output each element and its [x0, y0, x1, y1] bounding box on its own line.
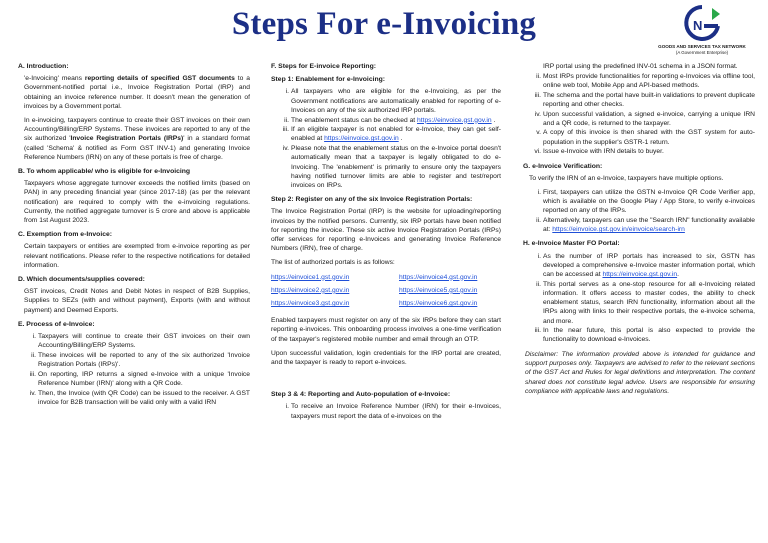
irp-portal-link-2[interactable]: https://einvoice2.gst.gov.in [271, 286, 350, 294]
gstn-emblem-icon [682, 4, 722, 42]
portal-links-grid [271, 273, 501, 309]
heading-steps: F. Steps for E-invoice Reporting: [271, 63, 376, 70]
step34-list-continued [523, 62, 755, 157]
list-item: iii. The schema and the portal have built-in validations to prevent duplicate reporting and other checks. [534, 91, 755, 108]
step1-list [271, 87, 501, 190]
list-item: ii. Alternatively, taxpayers can use the "Search IRN" functionality available at: https://einvoice.gst.gov.in/einvoice/search-irn [536, 217, 755, 234]
disclaimer: Disclaimer: The information provided above is intended for guidance and support purposes only. Taxpayers are advised to refer to the relevant sections of the GST Act and Rules for legal definitions and interpretation. The content shared does not constitute legal advice. Users are responsible for ensuring compliance with applicable laws and regulations. [525, 350, 755, 395]
heading-process: E. Process of e-Invoice: [18, 320, 95, 328]
master-portal-link[interactable]: https://einvoice.gst.gov.in [602, 271, 678, 279]
list-item: i. To receive an Invoice Reference Number (IRN) for their e-Invoices, taxpayers must report the data of e-invoices on the [285, 403, 501, 420]
heading-whom: B. To whom applicable/ who is eligible for e-Invoicing [18, 168, 191, 176]
irp-portal-link-6[interactable]: https://einvoice6.gst.gov.in [399, 299, 478, 307]
list-item: vi. Issue e-Invoice with IRN details to buyer. [534, 148, 664, 156]
logo-subtitle: (A Government Enterprise) [675, 50, 729, 55]
irp-portal-link-5[interactable]: https://einvoice5.gst.gov.in [399, 286, 478, 294]
verification-list [523, 188, 755, 235]
heading-master-portal: H. e-Invoice Master FO Portal: [523, 240, 620, 248]
intro-paragraph-1: 'e-Invoicing' means reporting details of specified GST documents to a Government-notified portal i.e., Invoice Registration Portal (IRP) and obtaining an invoice reference number. It doesn't mean the generation of invoices by a Government portal. [24, 75, 251, 110]
step2-paragraph: The Invoice Registration Portal (IRP) is the website for uploading/reporting invoices by the notified persons. Currently, six IRP portals have been notified for reporting the invoice. These six active Invoice Registration Portals (IRPs) offer services for reporting e-Invoices and generating Invoice Reference Numbers (IRN), free of charge. [271, 208, 501, 253]
heading-introduction: A. Introduction: [18, 63, 69, 70]
list-item: iii. In the near future, this portal is also expected to provide the functionality to download e-Invoices. [534, 327, 755, 344]
master-portal-list [523, 252, 755, 345]
column-left [18, 62, 250, 412]
process-list [18, 332, 250, 407]
verification-paragraph: To verify the IRN of an e-Invoice, taxpayers have multiple options. [529, 174, 724, 182]
column-middle [271, 62, 501, 426]
heading-step34: Step 3 & 4: Reporting and Auto-population of e-Invoice: [271, 391, 451, 399]
step34-list [271, 402, 501, 420]
list-item: i. All taxpayers who are eligible for the e-Invoicing, as per the Government notifications are automatically enabled for reporting of e-Invoices on any of the six authorized IRP portals. [285, 88, 501, 114]
whom-paragraph: Taxpayers whose aggregate turnover exceeds the notified limits (based on PAN) in any preceding financial year (since 2017-18) (as per the relevant notification) are required to comply with the e-invoicing regulations. Currently, the notified aggregate turnover is 5 crore and above is applicable from 1st August 2023. [24, 180, 250, 225]
validation-paragraph: Upon successful validation, login credentials for the IRP portal are created, and the taxpayer is ready to report e-invoices. [271, 349, 501, 366]
heading-verification: G. e-Invoice Verification: [523, 162, 603, 170]
list-item: ii. These invoices will be reported to any of the six authorized 'Invoice Registration Portals (IRPs)'. [31, 351, 250, 369]
list-item: i. First, taxpayers can utilize the GSTN e-Invoice QR Code Verifier app, which is available on the Google Play / App Store, to verify e-invoices reported on any of the IRPs. [537, 188, 755, 215]
gstn-logo [648, 4, 756, 62]
list-item: i. As the number of IRP portals has increased to six, GSTN has developed a comprehensive e-Invoice master information portal, which can be accessed at https://einvoice.gst.gov.in. [537, 252, 755, 279]
list-item: i. Taxpayers will continue to create their GST invoices on their own Accounting/Billing/ERP Systems. [32, 333, 250, 350]
heading-documents: D. Which documents/supplies covered: [18, 276, 145, 284]
einvoice-portal-link[interactable]: https://einvoice.gst.gov.in [324, 135, 399, 143]
intro-paragraph-2: In e-invoicing, taxpayers continue to create their GST invoices on their own Accounting/Billing/ERP Systems. These invoices are reported to any of the six authorized 'Invoice Registration Portals (IRPs)' in a standard format (called 'Schema' & notified as Form GST INV-1) and generating Invoice Reference Numbers (IRN) on any of these portals is free of charge. [24, 117, 250, 161]
irp-portal-link-4[interactable]: https://einvoice4.gst.gov.in [399, 273, 478, 281]
column-right [523, 62, 755, 396]
list-item: ii. Most IRPs provide functionalities for reporting e-Invoices via offline tool, online web tool, Mobile App and API-based methods. [536, 72, 755, 89]
register-paragraph: Enabled taxpayers must register on any of the six IRPs before they can start reporting e-invoices. This onboarding process involves a one-time verification of the taxpayer's registered mobile number and email through an OTP. [271, 317, 501, 343]
list-item: IRP portal using the predefined INV-01 schema in a JSON format. [543, 63, 738, 70]
svg-text:N: N [693, 18, 703, 33]
heading-step2: Step 2: Register on any of the six Invoice Registration Portals: [271, 196, 473, 204]
list-item: ii. The enablement status can be checked at https://einvoice.gst.gov.in . [284, 116, 496, 124]
list-item: iii. If an eligible taxpayer is not enabled for e-Invoice, they can get self-enabled at https://einvoice.gst.gov.in . [282, 126, 501, 143]
list-item: iv. Then, the Invoice (with QR Code) can be issued to the receiver. A GST invoice for B2B transaction will be valid only with a valid IRN [29, 389, 250, 406]
heading-step1: Step 1: Enablement for e-Invoicing: [271, 76, 386, 84]
list-item: iv. Please note that the enablement status on the e-Invoice portal doesn't automatically mean that a taxpayer is legally obligated to do e-Invoicing. The 'enablement' is primarily to ensure only the taxpayers having notified turnover limits are able to register and test/report invoices on IRPs. [282, 145, 501, 189]
irp-portal-link-1[interactable]: https://einvoice1.gst.gov.in [271, 273, 350, 281]
search-irn-link[interactable]: https://einvoice.gst.gov.in/einvoice/search-irn [552, 226, 685, 234]
einvoice-portal-link[interactable]: https://einvoice.gst.gov.in [417, 116, 492, 124]
irp-portal-link-3[interactable]: https://einvoice3.gst.gov.in [271, 299, 350, 307]
list-item: iv. Upon successful validation, a signed e-invoice, carrying a unique IRN and a QR code, is returned to the taxpayer. [534, 110, 755, 127]
portals-intro: The list of authorized portals is as follows: [271, 259, 395, 267]
exemption-paragraph: Certain taxpayers or entities are exempted from e-invoice reporting as per relevant notifications. Please refer to the respective notifications for detailed information. [24, 243, 250, 269]
list-item: iii. On reporting, IRP returns a signed e-Invoice with a unique 'Invoice Reference Number (IRN)' along with a QR Code. [29, 370, 250, 388]
logo-name: GOODS AND SERVICES TAX NETWORK [658, 44, 746, 49]
page-title: Steps For e-Invoicing [231, 6, 537, 42]
documents-paragraph: GST invoices, Credit Notes and Debit Notes in respect of B2B Supplies, Supplies to SEZs (with and without payment), Exports (with and without payment) and Deemed Exports. [24, 288, 250, 314]
heading-exemption: C. Exemption from e-Invoice: [18, 231, 113, 239]
list-item: ii. This portal serves as a one-stop resource for all e-Invoicing related information. It offers access to master codes, the ability to check enablement status, search IRN functionality, information about all the IRPs along with links to their respective portals, the e-invoice schema, and more. [536, 280, 755, 325]
list-item: v. A copy of this invoice is then shared with the GST system for auto-population in the supplier's GSTR-1 return. [536, 129, 755, 146]
